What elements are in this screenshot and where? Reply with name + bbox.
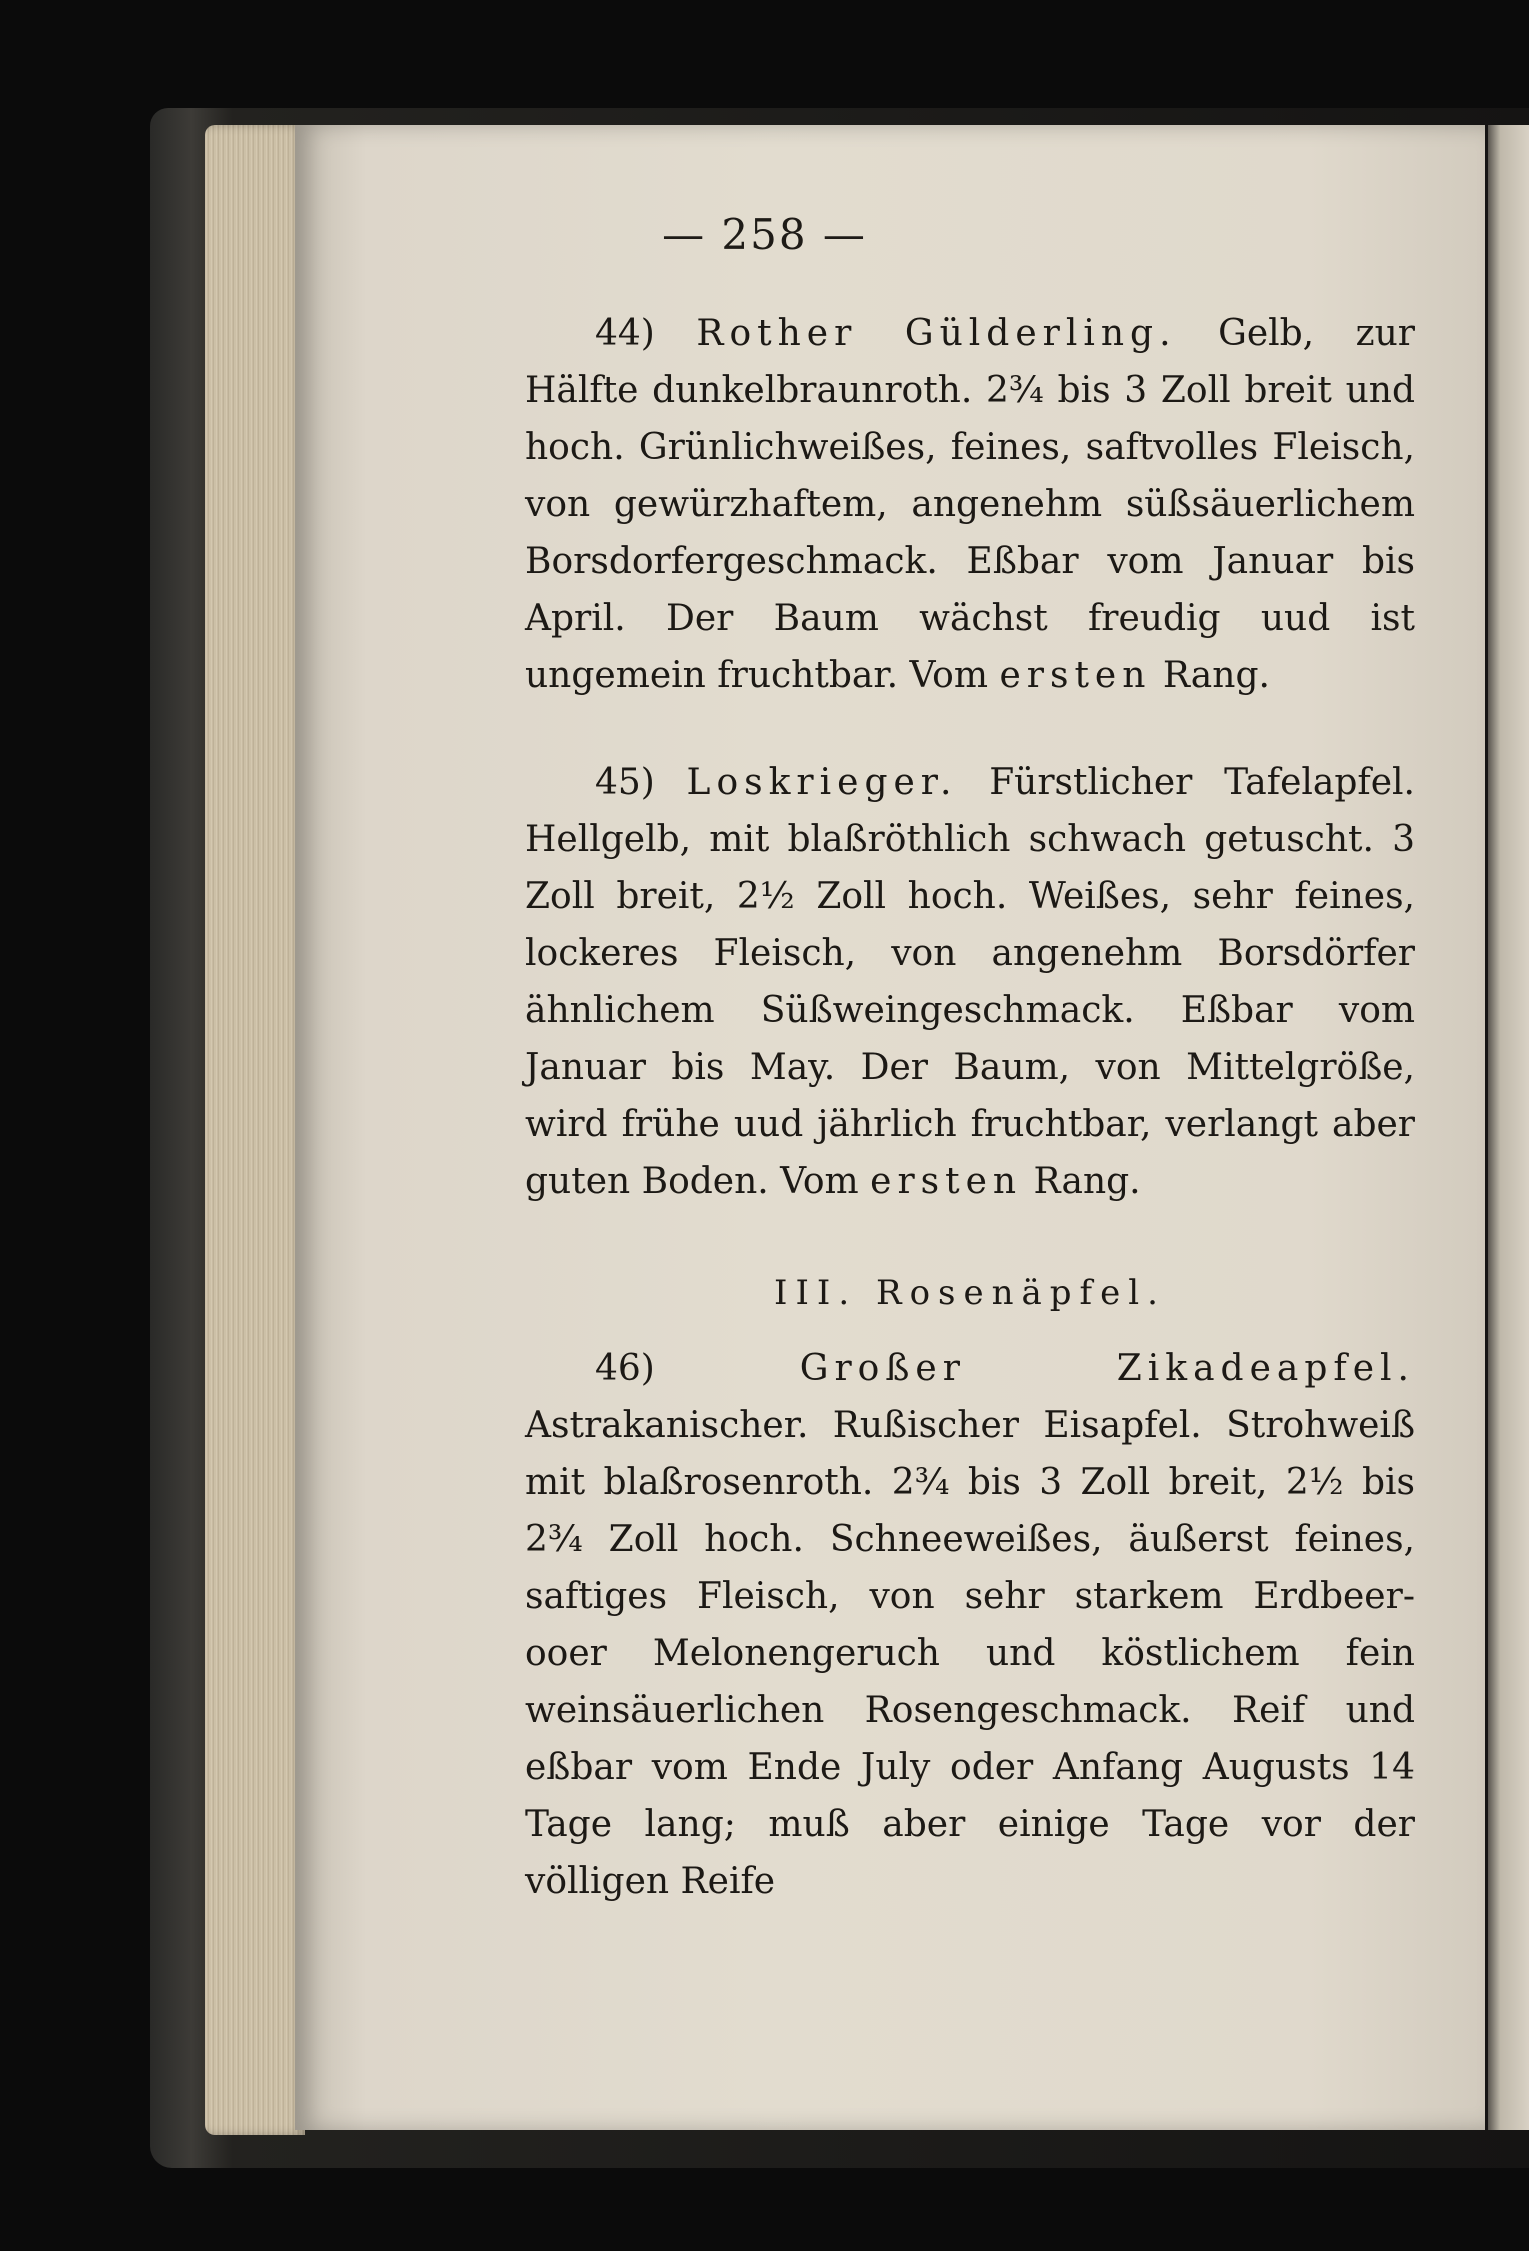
entry-name: Rother Gülderling.	[696, 313, 1177, 354]
page-text	[525, 305, 1415, 1910]
entry-text: Astrakanischer. Rußischer Eisapfel. Strohweiß mit blaßrosenroth. 2¾ bis 3 Zoll breit, 2½ bis 2¾ Zoll hoch. Schneeweißes, äußerst feines, saftiges Fleisch, von sehr starkem Erdbeer- ooer Melonengeruch und köstlichem fein weinsäuerlichen Rosengeschmack. Reif und eßbar vom Ende July oder Anfang Augusts 14 Tage lang; muß aber einige Tage vor der völligen Reife	[525, 1405, 1415, 1902]
entry-rank: ersten	[999, 655, 1152, 696]
entry-name: Großer Zikadeapfel.	[799, 1348, 1415, 1389]
entry-text: Gelb, zur Hälfte dunkelbraunroth. 2¾ bis 3 Zoll breit und hoch. Grünlichweißes, feines, saftvolles Fleisch, von gewürzhaftem, angenehm süßsäuerlichem Borsdorfergeschmack. Eßbar vom Januar bis April. Der Baum wächst freudig uud ist ungemein fruchtbar. Vom	[525, 313, 1415, 696]
entry-44	[525, 305, 1415, 704]
entry-number: 44)	[595, 313, 655, 354]
page-edges	[205, 125, 305, 2135]
entry-rank: ersten	[870, 1161, 1023, 1202]
section-heading	[525, 1265, 1415, 1322]
entry-45	[525, 754, 1415, 1210]
section-title: Rosenäpfel.	[875, 1273, 1166, 1313]
entry-number: 46)	[595, 1348, 655, 1389]
entry-number: 45)	[595, 762, 655, 803]
entry-46	[525, 1340, 1415, 1910]
entry-text: Fürstlicher Tafelapfel. Hellgelb, mit blaßröthlich schwach getuscht. 3 Zoll breit, 2½ Zoll hoch. Weißes, sehr feines, lockeres Fleisch, von angenehm Borsdörfer ähnlichem Süßweingeschmack. Eßbar vom Januar bis May. Der Baum, von Mittelgröße, wird frühe uud jährlich fruchtbar, verlangt aber guten Boden. Vom	[525, 762, 1415, 1202]
entry-rank-tail: Rang.	[1033, 1161, 1141, 1202]
entry-rank-tail: Rang.	[1162, 655, 1270, 696]
facing-page-edge	[1488, 125, 1529, 2130]
page-number: — 258 —	[662, 210, 867, 259]
entry-name: Loskrieger.	[686, 762, 958, 803]
section-numeral: III.	[774, 1273, 858, 1313]
